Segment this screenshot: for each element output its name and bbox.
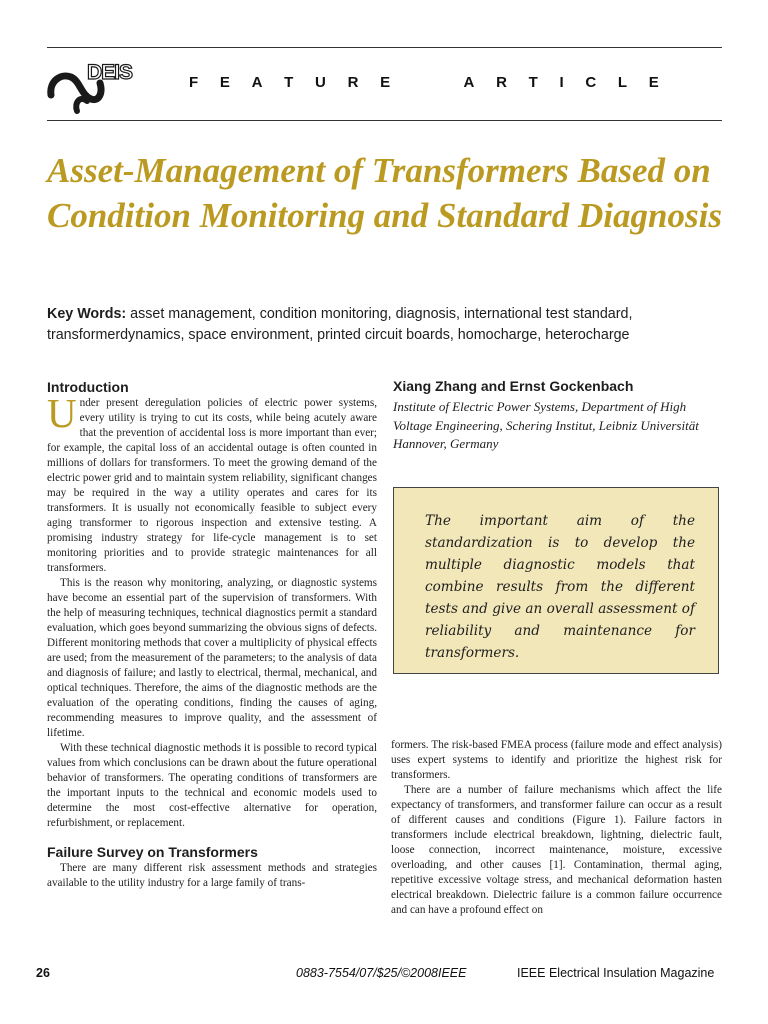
- feature-letter: E: [219, 74, 230, 91]
- feature-letter: U: [315, 74, 326, 91]
- failure-survey-paragraph: There are many different risk assessment methods and strategies available to the utility industry for a large family of trans-: [47, 862, 377, 889]
- feature-letter: E: [380, 74, 391, 91]
- intro-paragraph: [47, 390, 377, 576]
- article-letter: A: [463, 74, 475, 91]
- pull-quote-text: The important aim of the standardization is to develop the multiple diagnostic models that combine results from the different tests and give an overall assessment of reliability and maintenance for transformers.: [425, 513, 695, 661]
- deis-logo: [47, 55, 147, 115]
- header-rule: [47, 120, 722, 121]
- top-rule: [47, 47, 722, 48]
- article-letter: L: [617, 74, 628, 91]
- article-letter: I: [559, 74, 564, 91]
- article-title: Asset-Management of Transformers Based on Condition Monitoring and Standard Diagnosis: [47, 151, 722, 235]
- keywords: [47, 304, 727, 346]
- article-letter: T: [528, 74, 538, 91]
- article-letter: R: [496, 74, 507, 91]
- intro-paragraph: With these technical diagnostic methods it is possible to record typical values from which conclusions can be drawn about the future operational behavior of transformers. The operating conditions of transformers are the important inputs to the technical and economic models used to determine the most cost-effective alternative for operation, refurbishment, or replacement.: [47, 742, 377, 829]
- intro-paragraph: This is the reason why monitoring, analyzing, or diagnostic systems have become an essential part of the supervision of transformers. With the help of measuring techniques, technical diagnostics permit a standard evaluation, which goes beyond summarizing the obvious signs of defects. Different monitoring methods that cover a multiplicity of physical effects are used; from the measurement of the parameters; to the analysis of data and diagnosis of failure; and lastly to electrical, thermal, mechanical, and optical techniques. Therefore, the aims of the diagnostic methods are the evaluation of the operating conditions, finding the causes of aging, recommending measures to improve quality, and the assessment of lifetime.: [47, 577, 377, 739]
- keywords-label: Key Words:: [47, 306, 127, 322]
- article-letter: C: [585, 74, 597, 91]
- feature-letter: R: [347, 74, 359, 91]
- left-column: [47, 378, 377, 891]
- journal-name: IEEE Electrical Insulation Magazine: [517, 966, 715, 980]
- logo-text: DEIS: [87, 61, 133, 84]
- author-affiliation: Institute of Electric Power Systems, Department of High Voltage Engineering, Schering Institut, Leibniz Universität Hannover, Germany: [393, 399, 699, 451]
- author-names: Xiang Zhang and Ernst Gockenbach: [393, 378, 634, 394]
- doi-code: 0883-7554/07/$25/©2008IEEE: [296, 966, 467, 980]
- body-paragraph: formers. The risk-based FMEA process (failure mode and effect analysis) uses expert systems to identify and prioritize the highest risk for transformers.: [391, 739, 722, 781]
- feature-letter: F: [189, 74, 199, 91]
- article-letter: E: [648, 74, 659, 91]
- drop-cap: U: [47, 390, 77, 436]
- feature-article-label: [189, 74, 659, 91]
- body-paragraph: There are a number of failure mechanisms which affect the life expectancy of transformers, and transformer failure can occur as a result of different causes and conditions (Figure 1). Failure factors in transformers include electrical breakdown, lightning, dielectric fault, loose connection, incorrect maintenance, moisture, excessive overloading, and other causes [1]. Contamination, thermal aging, repetitive excessive voltage stress, and mechanical deformation hasten electrical breakdown. Dielectric failure is a common failure occurrence and can have a profound effect on: [391, 784, 722, 916]
- intro-heading: Introduction: [47, 379, 129, 395]
- intro-paragraph-text: nder present deregulation policies of electric power systems, every utility is trying to cut its costs, while being acutely aware that the prevention of accidental loss is more important than ever; for example, the capital loss of an accidental outage is often counted in millions of dollars for transformers. To meet the growing demand of the electric power grid and to maintain system reliability, significant changes may be required in the way a utility operates and cares for its transformers. It is usually not economically feasible to subject every aging transformer to rigorous inspection and extensive testing. A promising industry strategy for life-cycle management is to set monitoring priorities and to provide strategic maintenances for all transformers.: [47, 397, 377, 574]
- right-column: [391, 738, 722, 918]
- feature-letter: T: [284, 74, 294, 91]
- pull-quote-box: [393, 487, 719, 674]
- page-number: 26: [36, 966, 50, 980]
- feature-letter: A: [251, 74, 263, 91]
- feature-spacer: [412, 74, 442, 91]
- keywords-text: asset management, condition monitoring, diagnosis, international test standard, transformerdynamics, space environment, printed circuit boards, homocharge, heterocharge: [47, 306, 633, 343]
- failure-survey-heading: Failure Survey on Transformers: [47, 844, 258, 860]
